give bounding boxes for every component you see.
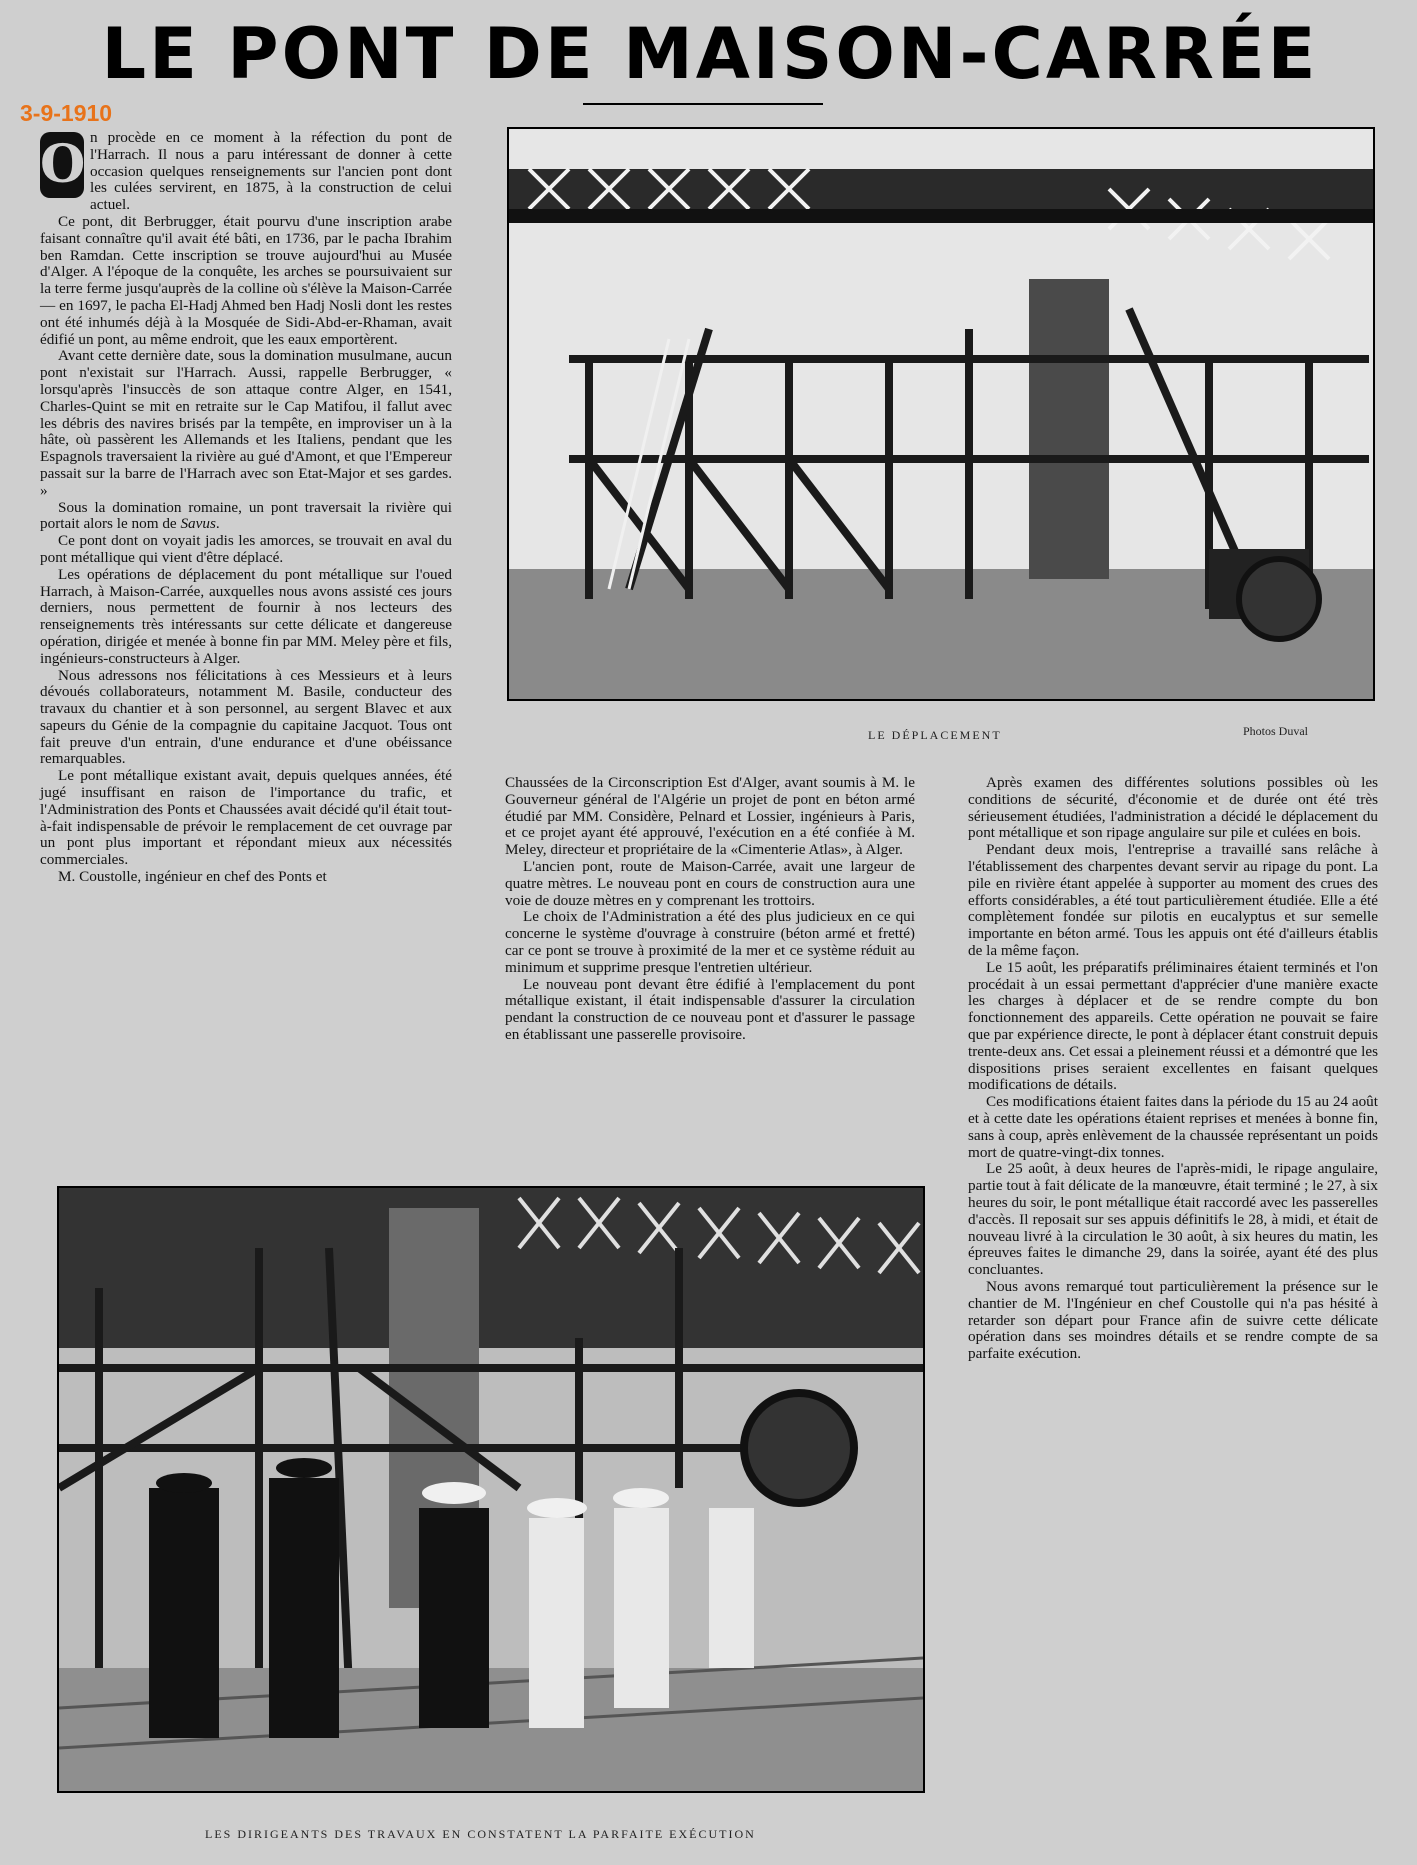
article-column-3 bbox=[968, 775, 1378, 1363]
workers-photo-illustration bbox=[59, 1188, 923, 1791]
article-paragraph: Ce pont, dit Berbrugger, était pourvu d'une inscription arabe faisant connaître qu'il avait été bâti, en 1736, par le pacha Ibrahim ben Ramdan. Cette inscription se trouve aujourd'hui au Musée d'Alger. A l'époque de la conquête, les arches se poursuivaient sur la terre ferme jusqu'auprès de la colline où s'élève la Maison-Carrée — en 1697, le pacha El-Hadj Ahmed ben Hadj Nosli dont les restes ont été inhumés déjà à la Mosquée de Sidi-Abd-er-Rhaman, avait édifié un pont, au même endroit, que les eaux emportèrent. bbox=[40, 212, 452, 348]
photo-bridge-displacement bbox=[507, 127, 1375, 701]
date-stamp: 3-9-1910 bbox=[20, 100, 113, 126]
article-paragraph: Chaussées de la Circonscription Est d'Alger, avant soumis à M. le Gouverneur général de l'Algérie un projet de pont en béton armé étudié par MM. Considère, Pelnard et Lossier, ingénieurs à Paris, et ce projet ayant été approuvé, l'exécution en a été confiée à M. Meley, directeur et propriétaire de la «Cimenterie Atlas», à Alger. bbox=[505, 774, 915, 859]
article-paragraph: Le choix de l'Administration a été des plus judicieux en ce qui concerne le système d'ouvrage à construire (béton armé et fretté) car ce pont se trouve à proximité de la mer et ce système réduit au minimum et supprime presque l'entretien ultérieur. bbox=[505, 908, 915, 976]
article-paragraph: Avant cette dernière date, sous la domination musulmane, aucun pont n'existait sur l'Harrach. Aussi, rappelle Berbrugger, « lorsqu'après l'insuccès de son attaque contre Alger, en 1541, Charles-Quint se mit en retraite sur le Cap Matifou, il fallut avec les débris des navires brisés par la tempête, en improviser un à la hâte, où passèrent les Allemands et les Italiens, pendant que les Espagnols traversaient la rivière au gué d'Amont, et que l'Empereur passait sur la barre de l'Harrach avec son Etat-Major et ses gardes. » bbox=[40, 347, 452, 499]
photo-work-leaders bbox=[57, 1186, 925, 1793]
dropcap: O bbox=[40, 132, 84, 198]
article-paragraph: Nous avons remarqué tout particulièrement la présence sur le chantier de M. l'Ingénieur en chef Coustolle qui n'a pas hésité à retarder son départ pour France afin de suivre cette délicate opération dans ses moindres détails et se rendre compte de sa parfaite exécution. bbox=[968, 1277, 1378, 1363]
article-paragraph: Les opérations de déplacement du pont métallique sur l'oued Harrach, à Maison-Carrée, auxquelles nous avons assisté ces jours derniers, nous permettent de fournir à nos lecteurs des renseignements très intéressants sur cette délicate et dangereuse opération, dirigée et menée à bonne fin par MM. Meley père et fils, ingénieurs-constructeurs à Alger. bbox=[40, 565, 452, 667]
article-paragraph: Le nouveau pont devant être édifié à l'emplacement du pont métallique existant, il était indispensable d'assurer la circulation pendant la construction de ce nouveau pont et d'assurer le passage en établissant une passerelle provisoire. bbox=[505, 975, 915, 1043]
article-paragraph: Pendant deux mois, l'entreprise a travaillé sans relâche à l'établissement des charpentes devant servir au ripage du pont. La pile en rivière étant appelée à supporter au moment des crues des efforts considérables, a été tout particulièrement étudiée. Elle a été complètement fondée sur pilotis en eucalyptus et sur semelle importante en béton armé. Tous les appuis ont été d'ailleurs établis de la même façon. bbox=[968, 841, 1378, 959]
article-paragraph: Ce pont dont on voyait jadis les amorces, se trouvait en aval du pont métallique qui vient d'être déplacé. bbox=[40, 532, 452, 566]
article-paragraph: Ces modifications étaient faites dans la période du 15 au 24 août et à cette date les opérations étaient reprises et menées à bonne fin, sans à coup, après enlèvement de la chaussée représentant un poids mort de quatre-vingt-dix tonnes. bbox=[968, 1093, 1378, 1161]
article-paragraph: Nous adressons nos félicitations à ces Messieurs et à leurs dévoués collaborateurs, notamment M. Basile, conducteur des travaux du chantier et à son personnel, au sergent Blavec et aux sapeurs du Génie de la compagnie du capitaine Jacquot. Tous ont fait preuve d'un entrain, d'une endurance et d'une obéissance remarquables. bbox=[40, 666, 452, 768]
bridge-photo-illustration bbox=[509, 129, 1373, 699]
article-paragraph: Sous la domination romaine, un pont traversait la rivière qui portait alors le nom de Savus. bbox=[40, 498, 452, 533]
photo2-caption: LES DIRIGEANTS DES TRAVAUX EN CONSTATENT LA PARFAITE EXÉCUTION bbox=[205, 1827, 756, 1841]
article-paragraph: Le 25 août, à deux heures de l'après-midi, le ripage angulaire, partie tout à fait délicate de la manœuvre, était terminé ; le 27, à six heures du soir, le pont métallique était raccordé avec les passerelles d'accès. Il reposait sur ses appuis définitifs le 28, à midi, et était de nouveau livré à la circulation le 30 août, à six heures du matin, les épreuves faites le dimanche 29, dans la soirée, ayant été des plus concluantes. bbox=[968, 1160, 1378, 1279]
article-paragraph: Le 15 août, les préparatifs préliminaires étaient terminés et l'on procédait à un essai permettant d'apprécier d'une manière exacte les charges à déplacer et de se rendre compte du bon fonctionnement des appareils. Cette opération ne pouvait se faire que par expérience directe, le pont à déplacer étant construit depuis trente-deux ans. Cet essai a pleinement réussi et a démontré que les dispositions prises seraient excellentes en faisant quelques modifications de détails. bbox=[968, 958, 1378, 1094]
article-paragraph: O n procède en ce moment à la réfection du pont de l'Harrach. Il nous a paru intéressant de donner à cette occasion quelques renseignements sur l'ancien pont dont les culées servirent, en 1875, à la construction de celui actuel. bbox=[40, 129, 452, 214]
article-column-1 bbox=[40, 130, 452, 886]
article-paragraph: L'ancien pont, route de Maison-Carrée, avait une largeur de quatre mètres. Le nouveau pont en cours de construction aura une voie de douze mètres en y comprenant les trottoirs. bbox=[505, 857, 915, 909]
article-paragraph: Après examen des différentes solutions possibles où les conditions de sécurité, d'économie et de durée ont été très sérieusement étudiées, l'administration a décidé le déplacement du pont métallique et son ripage angulaire sur pile et culées en bois. bbox=[968, 774, 1378, 842]
photo1-caption: LE DÉPLACEMENT bbox=[868, 728, 1002, 742]
title-rule bbox=[583, 103, 823, 105]
article-paragraph: Le pont métallique existant avait, depuis quelques années, été jugé insuffisant en raison de l'importance du trafic, et l'Administration des Ponts et Chaussées avait décidé qu'il était tout-à-fait indispensable de prévoir le remplacement de cet ouvrage par un pont plus important et répondant mieux aux nécessités commerciales. bbox=[40, 767, 452, 869]
photo-credit: Photos Duval bbox=[1243, 724, 1309, 738]
article-paragraph: M. Coustolle, ingénieur en chef des Ponts et bbox=[58, 868, 327, 886]
page-title: LE PONT DE MAISON-CARRÉE bbox=[101, 13, 1319, 95]
article-column-2 bbox=[505, 775, 915, 1044]
